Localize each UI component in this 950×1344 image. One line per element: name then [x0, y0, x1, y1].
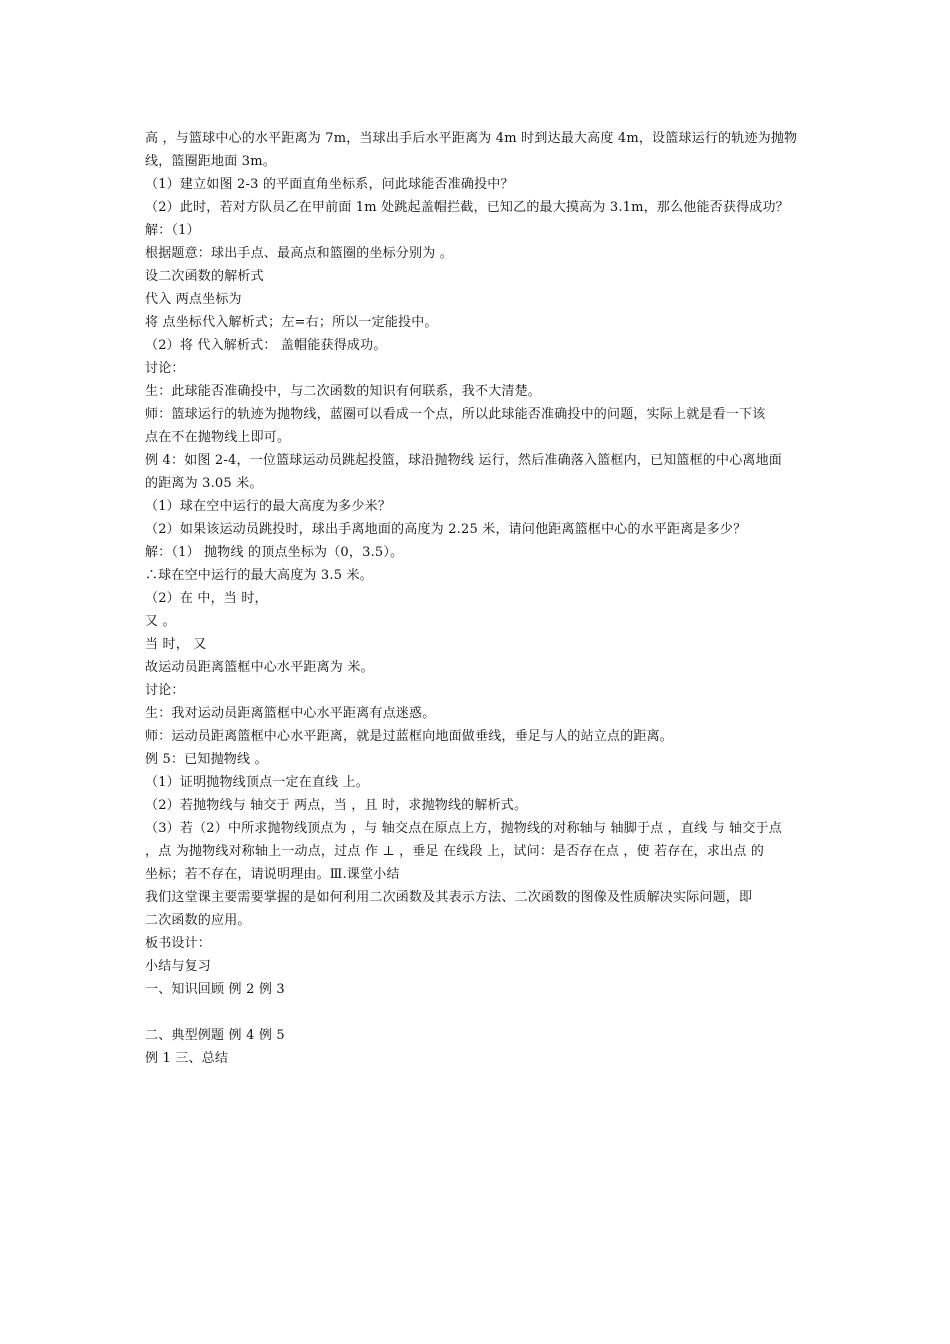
text-line: 板书设计：: [145, 936, 212, 951]
text-line: （1）证明抛物线顶点一定在直线 上。: [145, 775, 370, 790]
text-line: 生：此球能否准确投中，与二次函数的知识有何联系，我不大清楚。: [145, 384, 542, 399]
text-line: 点在不在抛物线上即可。: [145, 430, 291, 445]
text-line: 例 1 三、总结: [145, 1051, 229, 1066]
text-line: 故运动员距离篮框中心水平距离为 米。: [145, 660, 374, 675]
text-line: 坐标；若不存在，请说明理由。Ⅲ.课堂小结: [145, 867, 400, 882]
text-line: 设二次函数的解析式: [145, 269, 264, 284]
text-line: ∴球在空中运行的最大高度为 3.5 米。: [145, 568, 373, 583]
text-line: （1）球在空中运行的最大高度为多少米？: [145, 499, 392, 514]
text-line: 例 5：已知抛物线 。: [145, 752, 268, 767]
text-line: 讨论：: [145, 683, 185, 698]
text-line: 根据题意：球出手点、最高点和篮圈的坐标分别为 。: [145, 246, 453, 261]
text-line: 讨论：: [145, 361, 185, 376]
text-line: 师：篮球运行的轨迹为抛物线，蓝圈可以看成一个点，所以此球能否准确投中的问题，实际上就是看一下该: [145, 407, 766, 422]
text-line: 高 ，与篮球中心的水平距离为 7m，当球出手后水平距离为 4m 时到达最大高度 4m，设篮球运行的轨迹为抛物: [145, 131, 798, 146]
blank-line: [145, 1001, 805, 1024]
text-line: 我们这堂课主要需要掌握的是如何利用二次函数及其表示方法、二次函数的图像及性质解决实际问题，即: [145, 890, 753, 905]
text-line: （2）此时，若对方队员乙在甲前面 1m 处跳起盖帽拦截，已知乙的最大摸高为 3.1m，那么他能否获得成功？: [145, 200, 789, 215]
text-line: （2）如果该运动员跳投时，球出手离地面的高度为 2.25 米，请问他距离篮框中心的水平距离是多少？: [145, 522, 747, 537]
text-line: ，点 为抛物线对称轴上一动点，过点 作 ⊥ ，垂足 在线段 上，试问：是否存在点 ，使 若存在，求出点 的: [145, 844, 765, 859]
text-line: 例 4：如图 2-4，一位篮球运动员跳起投篮，球沿抛物线 运行，然后准确落入篮框内，已知篮框的中心离地面: [145, 453, 783, 468]
text-line: 解：（1） 抛物线 的顶点坐标为（0，3.5）。: [145, 545, 404, 560]
text-line: 线，篮圈距地面 3m。: [145, 154, 276, 169]
text-line: 的距离为 3.05 米。: [145, 476, 263, 491]
text-line: （2）将 代入解析式： 盖帽能获得成功。: [145, 338, 387, 353]
text-line: 生：我对运动员距离篮框中心水平距离有点迷惑。: [145, 706, 436, 721]
text-line: 又 。: [145, 614, 176, 629]
document-body: [145, 127, 805, 1070]
text-line: 代入 两点坐标为: [145, 292, 242, 307]
text-line: （3）若（2）中所求抛物线顶点为 ，与 轴交点在原点上方，抛物线的对称轴与 轴脚于点 ，直线 与 轴交于点: [145, 821, 782, 836]
text-line: （1）建立如图 2-3 的平面直角坐标系，问此球能否准确投中？: [145, 177, 514, 192]
text-line: 解：（1）: [145, 223, 200, 238]
text-line: 二、典型例题 例 4 例 5: [145, 1028, 285, 1043]
text-line: （2）若抛物线与 轴交于 两点，当 ，且 时，求抛物线的解析式。: [145, 798, 528, 813]
text-line: 一、知识回顾 例 2 例 3: [145, 982, 285, 997]
text-line: （2）在 中，当 时，: [145, 591, 268, 606]
text-line: 师：运动员距离篮框中心水平距离，就是过蓝框向地面做垂线，垂足与人的站立点的距离。: [145, 729, 674, 744]
text-line: 当 时， 又: [145, 637, 207, 652]
text-line: 二次函数的应用。: [145, 913, 251, 928]
text-line: 将 点坐标代入解析式；左=右；所以一定能投中。: [145, 315, 438, 330]
text-line: 小结与复习: [145, 959, 212, 974]
